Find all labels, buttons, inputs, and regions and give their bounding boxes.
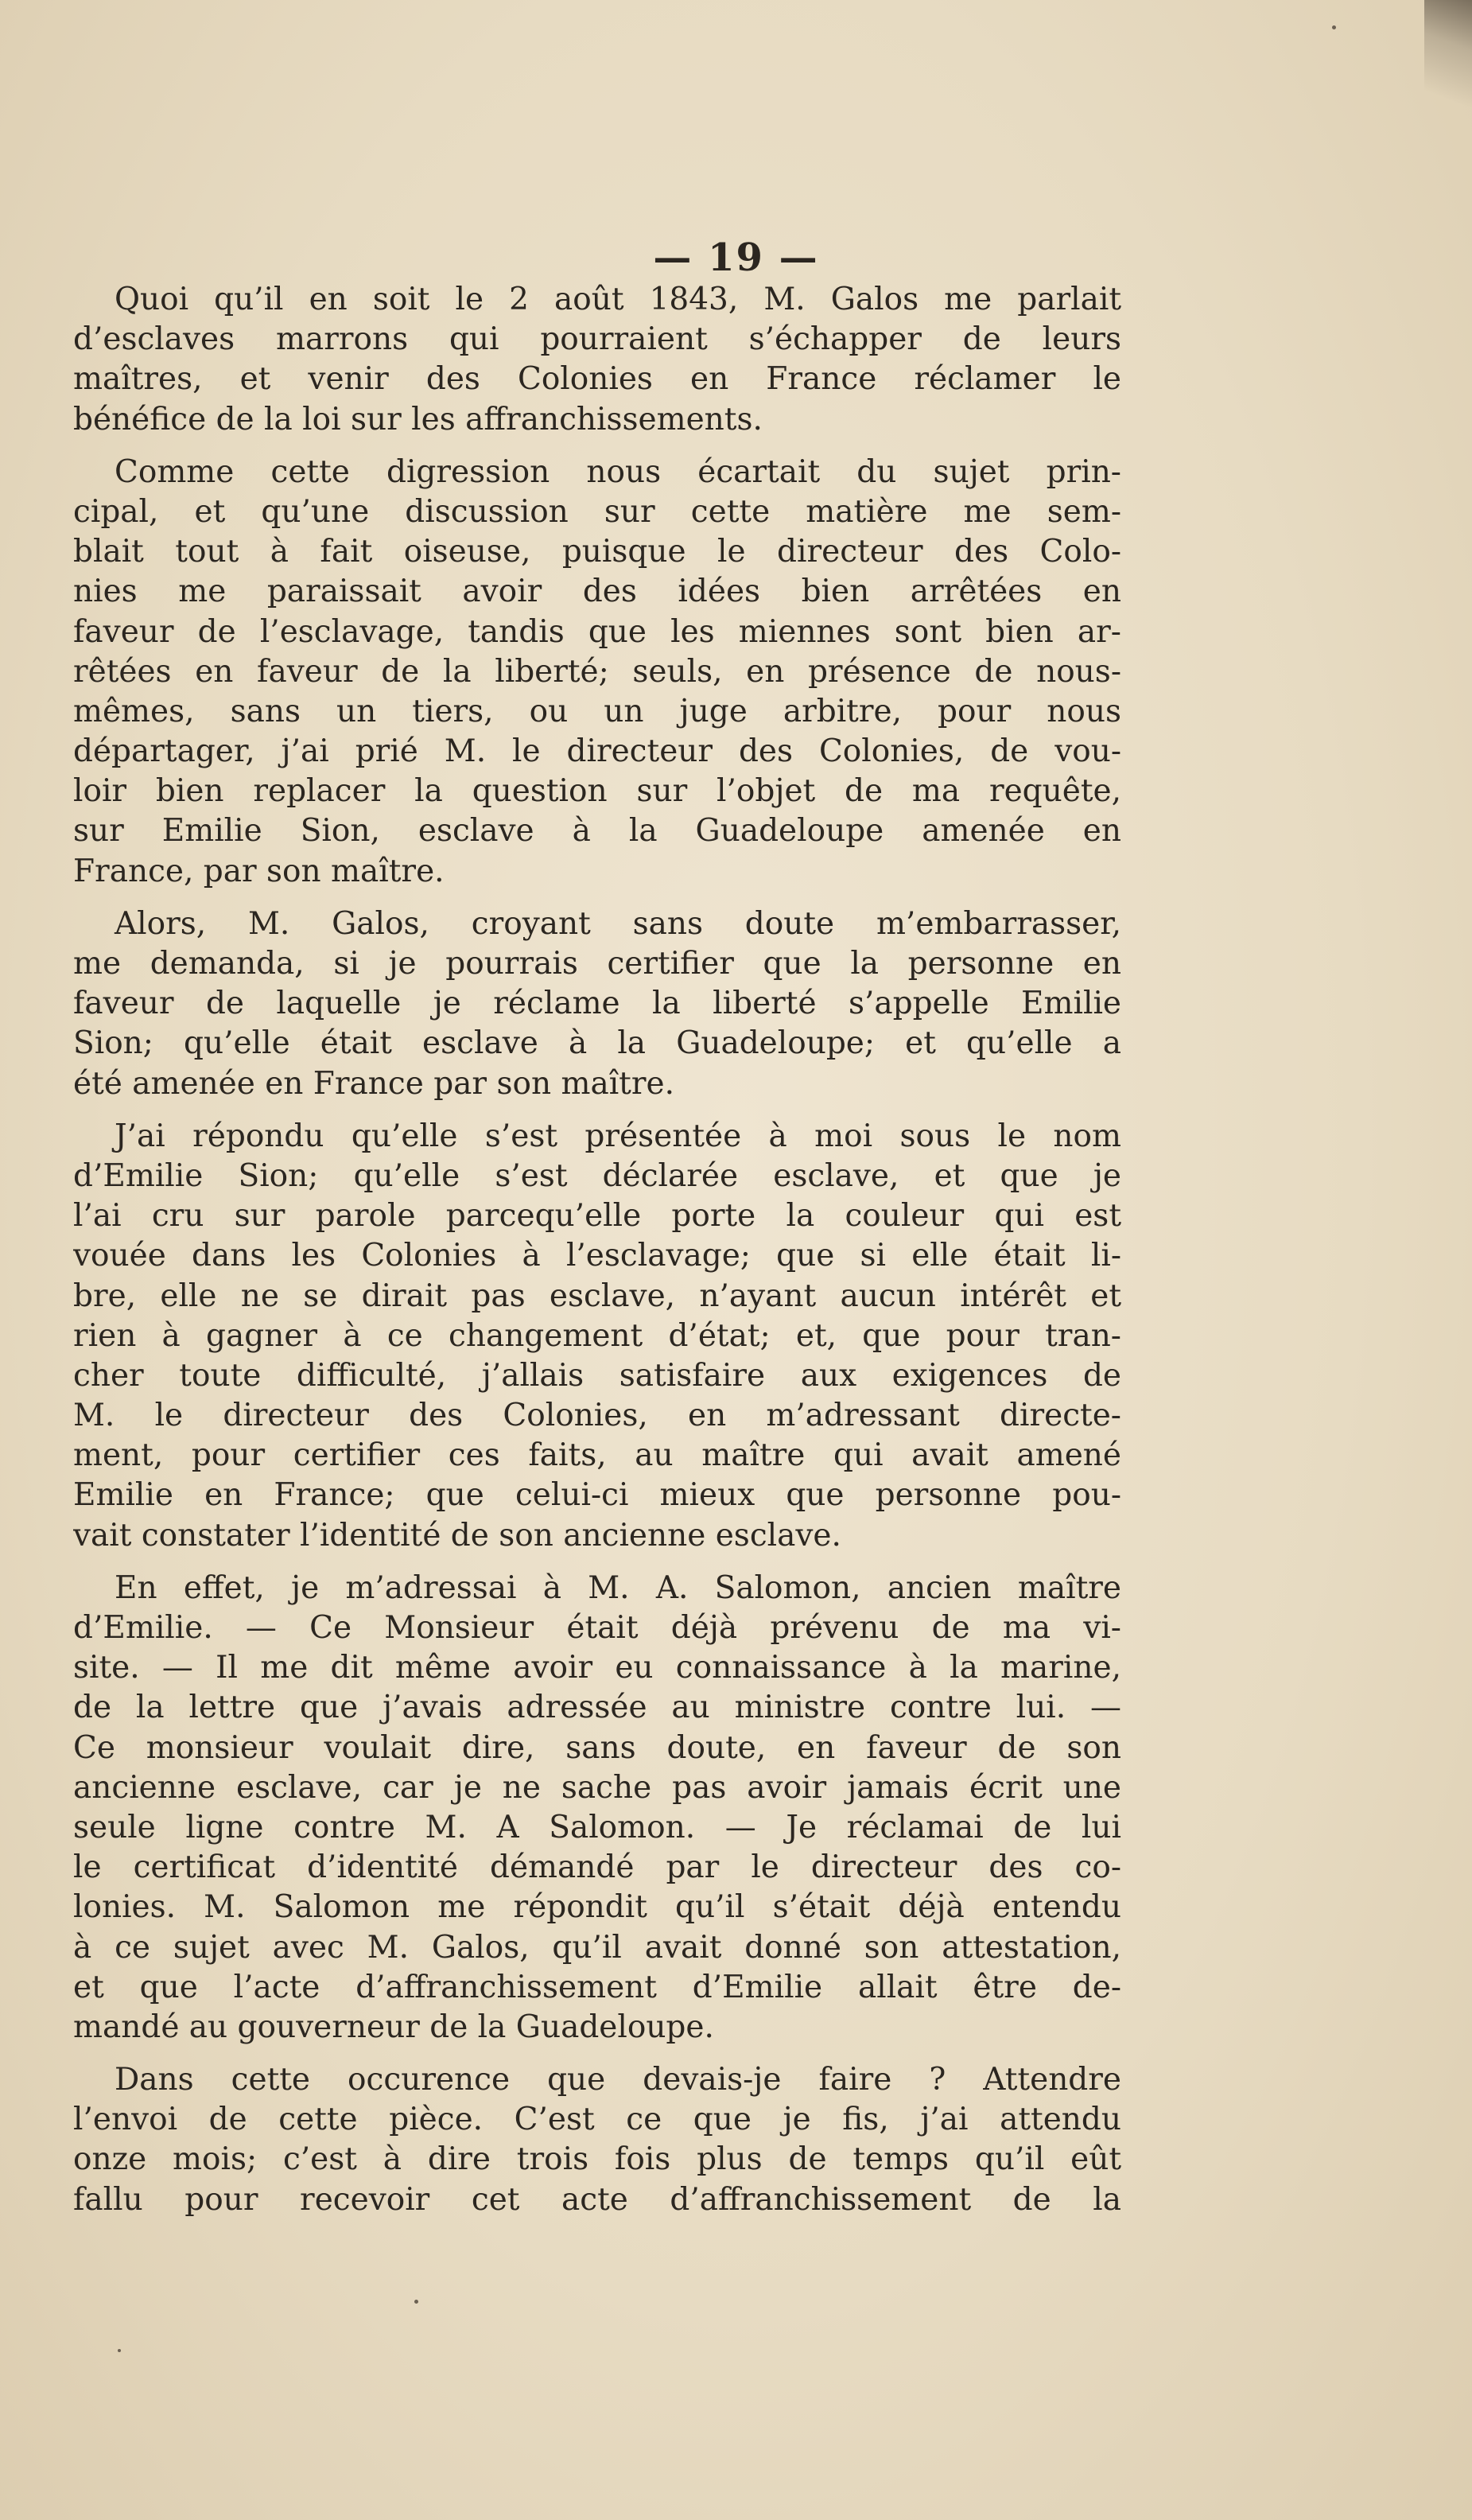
text-line: ment, pour certifier ces faits, au maître qui avait amené: [73, 1437, 1121, 1474]
paragraph: [73, 2060, 1121, 2220]
page-number: — 19 —: [653, 235, 819, 280]
ink-speck: [118, 2349, 121, 2352]
text-line: l’ai cru sur parole parcequ’elle porte la couleur qui est: [73, 1198, 1121, 1235]
text-line: site. — Il me dit même avoir eu connaissance à la marine,: [73, 1650, 1121, 1686]
text-line: En effet, je m’adressai à M. A. Salomon, ancien maître: [115, 1569, 1121, 1606]
paragraph: [73, 904, 1121, 1104]
text-line: cipal, et qu’une discussion sur cette matière me sem-: [73, 493, 1121, 530]
text-line: d’Emilie. — Ce Monsieur était déjà prévenu de ma vi-: [73, 1610, 1121, 1646]
text-line: J’ai répondu qu’elle s’est présentée à moi sous le nom: [115, 1118, 1121, 1154]
text-line: sur Emilie Sion, esclave à la Guadeloupe amenée en: [73, 813, 1121, 850]
paragraph: [73, 280, 1121, 440]
text-line: mandé au gouverneur de la Guadeloupe.: [73, 2009, 714, 2045]
text-line: maîtres, et venir des Colonies en France réclamer le: [73, 361, 1121, 398]
text-line: Quoi qu’il en soit le 2 août 1843, M. Galos me parlait: [115, 282, 1121, 317]
text-line: France, par son maître.: [73, 853, 445, 889]
text-line: vouée dans les Colonies à l’esclavage; que si elle était li-: [73, 1238, 1121, 1274]
text-line: d’Emilie Sion; qu’elle s’est déclarée esclave, et que je: [73, 1157, 1121, 1194]
text-line: l’envoi de cette pièce. C’est ce que je fis, j’ai attendu: [73, 2102, 1121, 2138]
text-line: vait constater l’identité de son ancienne esclave.: [73, 1517, 841, 1554]
text-line: Emilie en France; que celui-ci mieux que personne pou-: [73, 1477, 1121, 1514]
text-line: le certificat d’identité démandé par le directeur des co-: [73, 1849, 1121, 1886]
text-line: faveur de laquelle je réclame la liberté s’appelle Emilie: [73, 986, 1121, 1022]
ink-speck: [1332, 25, 1336, 29]
text-line: de la lettre que j’avais adressée au ministre contre lui. —: [73, 1690, 1121, 1726]
text-line: faveur de l’esclavage, tandis que les miennes sont bien ar-: [73, 613, 1121, 650]
text-line: rêtées en faveur de la liberté; seuls, en présence de nous-: [73, 653, 1121, 690]
paragraph: [73, 1117, 1121, 1556]
text-line: M. le directeur des Colonies, en m’adressant directe-: [73, 1398, 1121, 1434]
body-text: [73, 280, 1121, 2233]
text-line: bénéfice de la loi sur les affranchissements.: [73, 401, 763, 438]
text-line: ancienne esclave, car je ne sache pas avoir jamais écrit une: [73, 1769, 1121, 1806]
text-line: nies me paraissait avoir des idées bien arrêtées en: [73, 574, 1121, 610]
text-line: Comme cette digression nous écartait du sujet prin-: [115, 453, 1121, 490]
text-line: cher toute difficulté, j’allais satisfaire aux exigences de: [73, 1357, 1121, 1394]
text-line: été amenée en France par son maître.: [73, 1065, 674, 1102]
text-line: rien à gagner à ce changement d’état; et, que pour tran-: [73, 1317, 1121, 1354]
text-line: onze mois; c’est à dire trois fois plus de temps qu’il eût: [73, 2141, 1121, 2178]
text-line: d’esclaves marrons qui pourraient s’échapper de leurs: [73, 321, 1121, 358]
text-line: départager, j’ai prié M. le directeur des Colonies, de vou-: [73, 733, 1121, 770]
text-line: et que l’acte d’affranchissement d’Emilie allait être de-: [73, 1969, 1121, 2005]
text-line: Ce monsieur voulait dire, sans doute, en faveur de son: [73, 1729, 1121, 1766]
text-line: lonies. M. Salomon me répondit qu’il s’était déjà entendu: [73, 1889, 1121, 1926]
text-line: loir bien replacer la question sur l’objet de ma requête,: [73, 773, 1121, 810]
text-line: Sion; qu’elle était esclave à la Guadeloupe; et qu’elle a: [73, 1025, 1121, 1062]
text-line: bre, elle ne se dirait pas esclave, n’ayant aucun intérêt et: [73, 1278, 1121, 1314]
page-corner-shadow: [1424, 0, 1472, 127]
text-line: Alors, M. Galos, croyant sans doute m’embarrasser,: [115, 905, 1121, 942]
text-line: blait tout à fait oiseuse, puisque le directeur des Colo-: [73, 534, 1121, 570]
paragraph: [73, 453, 1121, 892]
text-line: seule ligne contre M. A Salomon. — Je réclamai de lui: [73, 1809, 1121, 1845]
text-line: me demanda, si je pourrais certifier que la personne en: [73, 946, 1121, 982]
paragraph: [73, 1569, 1121, 2048]
text-line: à ce sujet avec M. Galos, qu’il avait donné son attestation,: [73, 1929, 1121, 1966]
text-line: Dans cette occurence que devais-je faire ? Attendre: [115, 2062, 1121, 2098]
text-line: mêmes, sans un tiers, ou un juge arbitre, pour nous: [73, 693, 1121, 729]
text-line: fallu pour recevoir cet acte d’affranchissement de la: [73, 2181, 1121, 2218]
ink-speck: [414, 2300, 418, 2304]
